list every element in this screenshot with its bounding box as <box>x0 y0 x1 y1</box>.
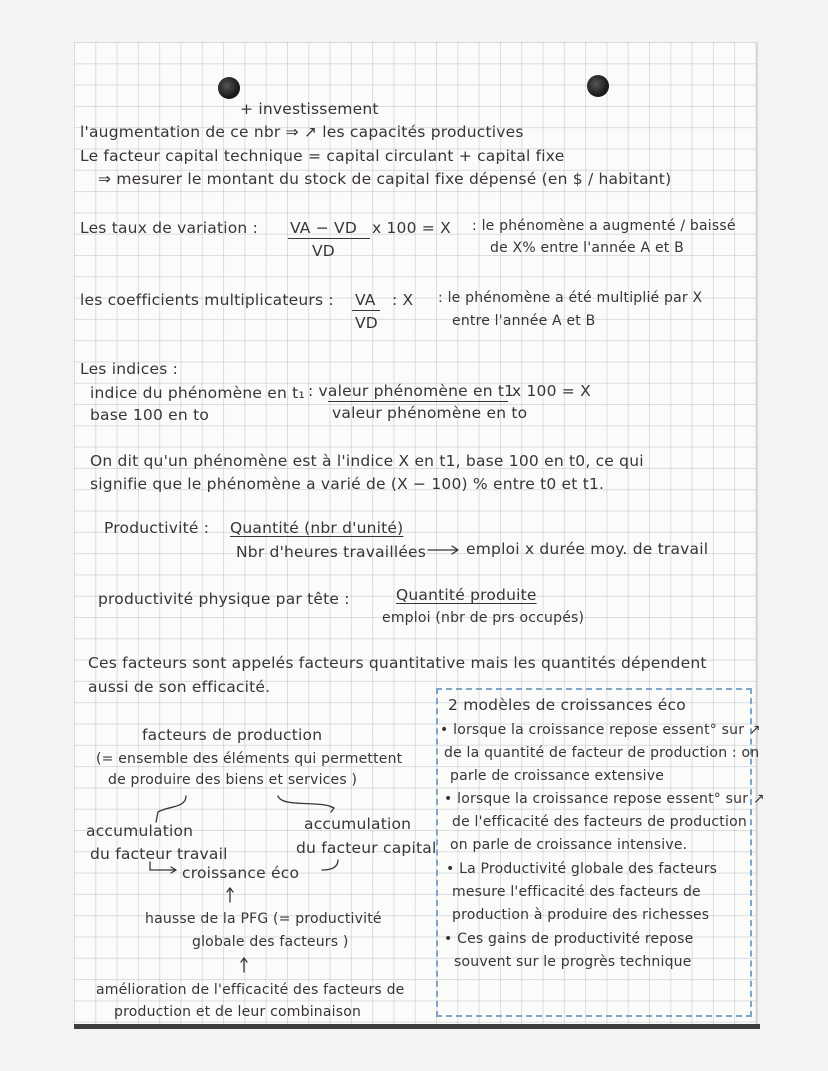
mesurer-line: ⇒ mesurer le montant du stock de capital fixe dépensé (en $ / habitant) <box>98 170 672 188</box>
coef-numerator: VA <box>355 291 376 309</box>
prod-physique-numerator: Quantité produite <box>396 586 537 604</box>
indices-denominator: valeur phénomène en to <box>332 404 528 422</box>
arrow-pfg-up <box>227 888 233 902</box>
diagram-right-2: du facteur capital <box>296 839 437 857</box>
box-line: mesure l'efficacité des facteurs de <box>452 884 701 900</box>
coef-denominator: VD <box>355 314 378 332</box>
box-title: 2 modèles de croissances éco <box>448 696 686 714</box>
on-dit-line-1: On dit qu'un phénomène est à l'indice X en t1, base 100 en t0, ce qui <box>90 452 644 470</box>
facteurs-quanti-line-2: aussi de son efficacité. <box>88 678 271 696</box>
diagram-def-1: (= ensemble des éléments qui permettent <box>96 751 403 767</box>
indices-left-1: indice du phénomène en t₁ <box>90 384 305 402</box>
diagram-bottom-1: amélioration de l'efficacité des facteurs de <box>96 982 405 998</box>
augmentation-line: l'augmentation de ce nbr ⇒ ↗ les capacités productives <box>80 123 524 141</box>
on-dit-line-2: signifie que le phénomène a varié de (X − 100) % entre t0 et t1. <box>90 475 605 493</box>
taux-meaning-2: de X% entre l'année A et B <box>490 240 684 256</box>
diagram-left-1: accumulation <box>86 822 194 840</box>
facteurs-quanti-line-1: Ces facteurs sont appelés facteurs quantitative mais les quantités dépendent <box>88 654 707 672</box>
productivite-label: Productivité : <box>104 519 210 537</box>
diagram-pfg-2: globale des facteurs ) <box>192 934 349 950</box>
box-line: de l'efficacité des facteurs de production <box>452 814 747 830</box>
box-line: • Ces gains de productivité repose <box>444 931 694 947</box>
taux-tail: x 100 = X <box>372 219 451 237</box>
box-line: on parle de croissance intensive. <box>450 837 688 853</box>
coef-meaning-1: : le phénomène a été multiplié par X <box>438 290 703 306</box>
indices-numerator: : valeur phénomène en t1 <box>308 382 515 400</box>
coef-label: les coefficients multiplicateurs : <box>80 291 334 309</box>
box-line: souvent sur le progrès technique <box>454 954 692 970</box>
indices-left-2: base 100 en to <box>90 406 210 424</box>
productivite-arrow-target: emploi x durée moy. de travail <box>466 540 709 558</box>
indices-tail: x 100 = X <box>512 382 591 400</box>
taux-numerator: VA − VD <box>290 219 357 237</box>
diagram-pfg-1: hausse de la PFG (= productivité <box>145 911 382 927</box>
arrow-bottom-up <box>241 958 247 972</box>
box-line: • lorsque la croissance repose essent° sur ↗ <box>444 791 765 807</box>
arrow-to-capital <box>278 796 334 812</box>
arrow-capital-croissance <box>322 860 338 870</box>
diagram-title: facteurs de production <box>142 726 323 744</box>
indices-title: Les indices : <box>80 360 179 378</box>
diagram-bottom-2: production et de leur combinaison <box>114 1004 362 1020</box>
taux-meaning-1: : le phénomène a augmenté / baissé <box>472 218 736 234</box>
productivite-denominator: Nbr d'heures travaillées <box>236 543 427 561</box>
box-line: • lorsque la croissance repose essent° sur ↗ <box>440 722 761 738</box>
coef-tail: : X <box>392 291 414 309</box>
diagram-croissance: croissance éco <box>182 864 300 882</box>
prod-physique-label: productivité physique par tête : <box>98 590 350 608</box>
box-line: parle de croissance extensive <box>450 768 665 784</box>
diagram-right-1: accumulation <box>304 815 412 833</box>
capital-technique-line: Le facteur capital technique = capital circulant + capital fixe <box>80 147 565 165</box>
taux-label: Les taux de variation : <box>80 219 258 237</box>
box-line: production à produire des richesses <box>452 907 710 923</box>
coef-meaning-2: entre l'année A et B <box>452 313 596 329</box>
diagram-left-2: du facteur travail <box>90 845 228 863</box>
prod-physique-denominator: emploi (nbr de prs occupés) <box>382 610 585 626</box>
arrow-travail-croissance <box>150 862 176 873</box>
investissement-line: + investissement <box>240 100 379 118</box>
productivite-numerator: Quantité (nbr d'unité) <box>230 519 404 537</box>
arrow-to-travail <box>156 796 186 822</box>
productivite-arrow <box>428 546 458 554</box>
box-line: de la quantité de facteur de production : on <box>444 745 760 761</box>
taux-denominator: VD <box>312 242 335 260</box>
diagram-def-2: de produire des biens et services ) <box>108 772 358 788</box>
box-line: • La Productivité globale des facteurs <box>446 861 718 877</box>
